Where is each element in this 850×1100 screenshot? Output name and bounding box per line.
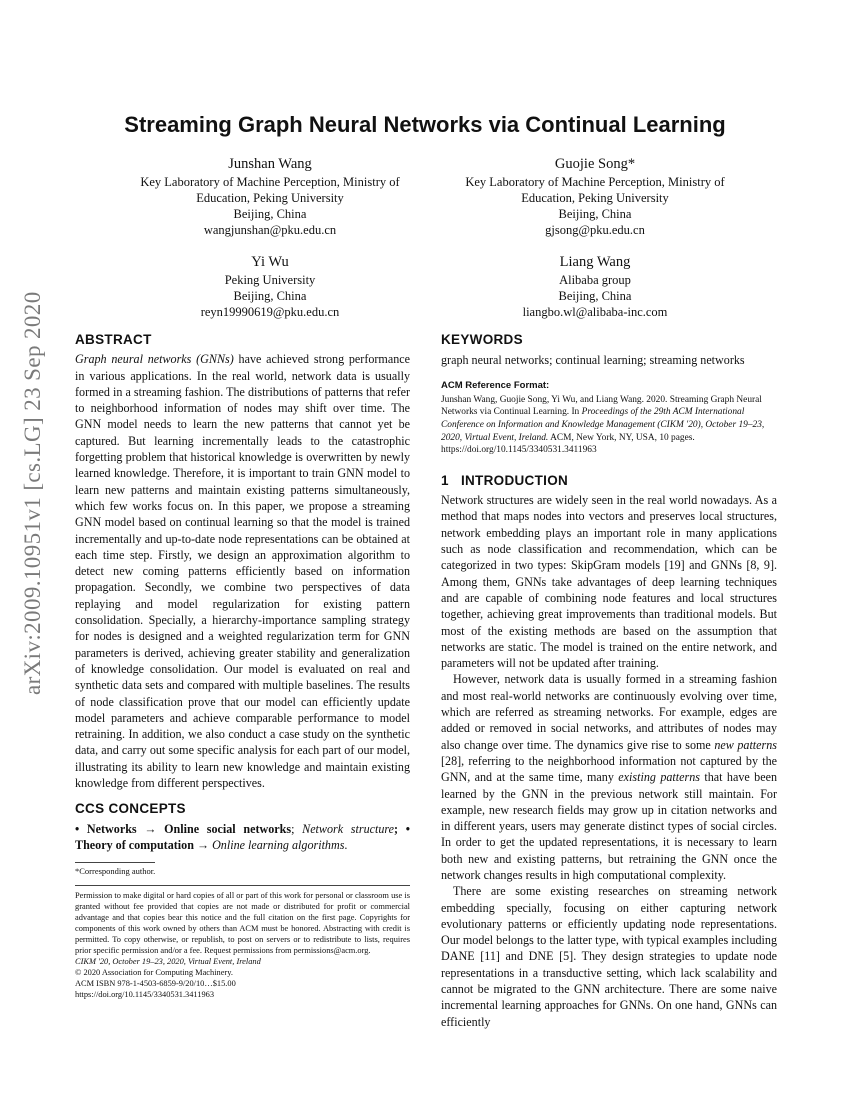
author-affiliation: Beijing, China (233, 289, 307, 303)
abstract-lead: Graph neural networks (GNNs) (75, 352, 234, 367)
right-column (441, 332, 777, 1030)
author-affiliation: Beijing, China (233, 207, 307, 221)
author-affiliation: Key Laboratory of Machine Perception, Ministry of (465, 175, 725, 189)
abstract-text (75, 351, 410, 791)
intro-emphasis: new patterns (714, 737, 777, 752)
author-block-4 (400, 253, 790, 320)
doi-line: https://doi.org/10.1145/3340531.3411963 (75, 990, 215, 1000)
acm-reference-heading: ACM Reference Format: (441, 379, 550, 391)
intro-text: However, network data is usually formed in a streaming fashion and most real-world networks are continuously evolving over time, which are referred as streaming networks. For example, edges are added or removed in social networks, and attributes of nodes may also change over time. The dynamics give rise to some (441, 672, 777, 752)
author-name: Yi Wu (251, 254, 289, 270)
copyright-line: © 2020 Association for Computing Machinery. (75, 968, 233, 978)
ccs-term: Network structure (302, 821, 395, 836)
author-email: liangbo.wl@alibaba-inc.com (522, 305, 668, 319)
ccs-sep: ; (291, 821, 303, 836)
permission-text: Permission to make digital or hard copies of all or part of this work for personal or classroom use is granted without fee provided that copies are not made or distributed for profit or commercial advantage and that copies bear this notice and the full citation on the first page. Copyrights for components of this work owned by others than ACM must be honored. Abstracting with credit is permitted. To copy otherwise, or republish, to post on servers or to redistribute to lists, requires prior specific permission and/or a fee. Request permissions from permissions@acm.org. (75, 891, 410, 956)
author-affiliation: Education, Peking University (521, 191, 669, 205)
author-name: Guojie Song* (554, 156, 636, 172)
ccs-term: Online learning algorithms (212, 837, 345, 852)
intro-text: that have been learned by the GNN in the previous network still maintain. For example, new research fields may grow up in citation networks and in different years, users may generate distinct types of social circles. In order to get the updated representations, it is necessary to learn both new and existing patterns, but retraining the GNN once the network changes results in high computational complexity. (441, 770, 777, 882)
author-affiliation: Beijing, China (558, 207, 632, 221)
author-email: reyn19990619@pku.edu.cn (200, 305, 340, 319)
permission-notice (75, 885, 410, 1000)
ccs-term: ; • Theory of computation → (75, 821, 410, 852)
author-name: Junshan Wang (228, 156, 312, 172)
acm-reference-part: ACM, New York, NY, USA, 10 pages. https://doi.org/10.1145/3340531.3411963 (441, 432, 695, 456)
author-email: gjsong@pku.edu.cn (545, 223, 645, 237)
ccs-text (75, 821, 410, 854)
intro-text: [28], referring to the neighborhood information not captured by the GNN, and at the same time, many (441, 753, 777, 785)
arxiv-identifier-stamp (18, 291, 58, 695)
abstract-heading: ABSTRACT (75, 332, 152, 347)
paper-title: Streaming Graph Neural Networks via Continual Learning (124, 112, 726, 137)
left-column (75, 332, 410, 1000)
ccs-sep: . (344, 837, 348, 852)
intro-emphasis: existing patterns (618, 770, 700, 785)
intro-paragraph-2 (441, 671, 777, 883)
conference-line: CIKM '20, October 19–23, 2020, Virtual Event, Ireland (75, 957, 261, 967)
author-name: Liang Wang (559, 254, 631, 270)
introduction-heading: 1 INTRODUCTION (441, 472, 569, 488)
footnote-rule (75, 862, 155, 863)
author-affiliation: Beijing, China (558, 289, 632, 303)
isbn-line: ACM ISBN 978-1-4503-6859-9/20/10…$15.00 (75, 979, 236, 989)
ccs-term: • Networks → Online social networks (75, 821, 292, 836)
ccs-heading: CCS CONCEPTS (75, 801, 186, 817)
abstract-body: have achieved strong performance in various applications. In the real world, network data is usually formed in a streaming fashion. The distributions of patterns that refer to neighborhood information of nodes may shift over time. The GNN model needs to learn the new patterns that cannot yet be captured. But learning incrementally leads to the catastrophic forgetting problem that historical knowledge is overwritten by newly learned knowledge. Therefore, it is important to train GNN model to learn new patterns and maintain existing patterns simultaneously, which few works focus on. In this paper, we propose a streaming GNN model based on continual learning so that the model is trained incrementally and up-to-date node representations can be obtained at each time step. Firstly, we design an approximation algorithm to detect new coming patterns efficiently based on information propagation. Secondly, we combine two perspectives of data replaying and model regularization for existing pattern consolidation. Specially, a hierarchy-importance sampling strategy for nodes is designed and a weighted regularization term for GNN parameters is derived, achieving greater stability and generalization of knowledge consolidation. Our model is evaluated on real and synthetic data sets and compared with multiple baselines. The results of node classification prove that our model can efficiently update model parameters and achieve comparable performance to model retraining. In addition, we also conduct a case study on the synthetic data, and carry out some specific analysis for each part of our model, illustrating its ability to learn new knowledge and maintain existing knowledge from different perspectives. (75, 352, 410, 791)
intro-paragraph-3: There are some existing researches on streaming network embedding specially, focusing on either capturing network evolutionary patterns or efficiently updating node representations. Our model belongs to the latter type, with typical examples including DANE [11] and DNE [5]. They design strategies to update node representations in a transductive setting, which lack scalability and cannot be migrated to the GNN architecture. There are some naive incremental learning approaches for GNNs. On one hand, GNNs can efficiently (441, 884, 777, 1029)
author-email: wangjunshan@pku.edu.cn (203, 223, 337, 237)
arxiv-identifier-text: arXiv:2009.10951v1 [cs.LG] 23 Sep 2020 (20, 291, 45, 695)
acm-reference-proceedings: Proceedings of the 29th ACM International Conference on Information and Knowledge Management (CIKM '20), October 19–23, 2020, Virtual Event, Ireland. (441, 407, 765, 443)
author-affiliation: Key Laboratory of Machine Perception, Ministry of (140, 175, 400, 189)
keywords-text: graph neural networks; continual learning; streaming networks (441, 353, 745, 368)
corresponding-author-footnote: *Corresponding author. (75, 866, 156, 877)
acm-reference-part: Junshan Wang, Guojie Song, Yi Wu, and Liang Wang. 2020. Streaming Graph Neural Networks via Continual Learning. In (441, 394, 762, 418)
intro-paragraph-1: Network structures are widely seen in the real world nowadays. As a method that maps nodes into vectors and preserves local structures, network embedding plays an important role in many applications such as node classification and recommendation, which can be categorized in two types: SkipGram models [19] and GNNs [8, 9]. Among them, GNNs take advantages of deep learning techniques and are capable of combining node features and local structures together, achieving great improvements than traditional models. But most of the existing methods are based on the assumption that networks are static. The model is trained on the entire network, and parameters will not be updated after training. (441, 493, 777, 671)
acm-reference-text (441, 394, 777, 457)
keywords-heading: KEYWORDS (441, 332, 523, 347)
author-affiliation: Alibaba group (559, 273, 631, 287)
author-affiliation: Peking University (224, 273, 316, 287)
author-affiliation: Education, Peking University (196, 191, 344, 205)
author-block-2 (400, 155, 790, 238)
